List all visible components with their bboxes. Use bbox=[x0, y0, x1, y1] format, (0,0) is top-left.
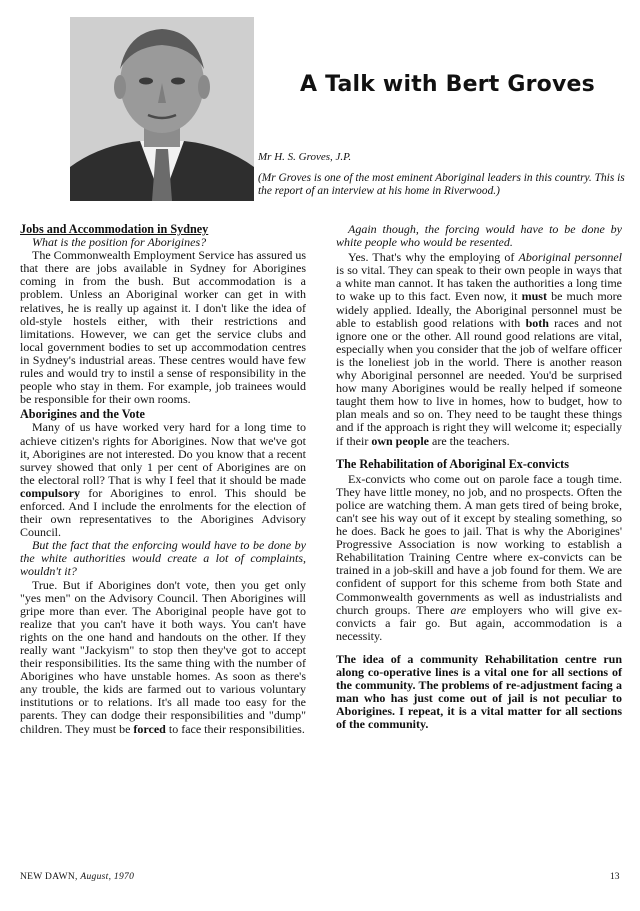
answer-paragraph bbox=[20, 421, 306, 539]
right-column bbox=[336, 223, 622, 731]
text-run: Many of us have worked very hard for a long time to achieve citizen's rights for Aborigines. Now that we've got it, Aborigines are not interested. Do you know that a recent survey showed that only 1 per cent of Aborigines are on the electoral roll? That is why I feel that it should be made bbox=[20, 420, 306, 487]
answer-paragraph bbox=[336, 251, 622, 447]
issue-date: August, 1970 bbox=[80, 872, 135, 882]
byline: Mr H. S. Groves, J.P. bbox=[258, 151, 352, 163]
emphasis: Aboriginal personnel bbox=[518, 250, 623, 265]
portrait-photo bbox=[70, 17, 254, 201]
emphasis: compulsory bbox=[20, 485, 80, 500]
text-run: races and not ignore one or the other. All round good relations are vital, especially when you consider that the job of welfare officer is the loneliest job in the world. There is another reason why Aboriginal personnel are needed. You'd be surprised how many Aborigines would be really helped if someone taught them how to live in homes, how to budget, how to plan meals and so on. They need to be taught these things and if the approach is right they will welcome it; especially if their bbox=[336, 315, 623, 448]
text-run: to face their responsibilities. bbox=[165, 721, 305, 736]
interview-question: But the fact that the enforcing would have to be done by the white authorities would create a lot of complaints, wouldn't it? bbox=[20, 538, 306, 579]
portrait-illustration bbox=[70, 17, 254, 201]
text-run: for Aborigines to enrol. This should be enforced. And I include the enrolments for the election of their own representatives to the Aborigines Advisory Council. bbox=[20, 485, 306, 540]
emphasis: both bbox=[525, 315, 549, 330]
answer-paragraph bbox=[20, 579, 306, 736]
emphasis: forced bbox=[133, 721, 166, 736]
text-run: Ex-convicts who come out on parole face a tough time. They have little money, no job, and no prospects. Often the police are watching them. A man gets tired of being broke, can't see his way out of it except by stealing something, so he does. Back he goes to jail. That is why the Aborigines' Progressive Association is now working to establish a Rehabilitation Training Centre where ex-convicts can be trained in a job-skill and have a job found for them. We are confident of support for this scheme from both State and Commonwealth governments as well as industrialists and church groups. There bbox=[336, 471, 622, 617]
text-run: Yes. That's why the employing of bbox=[348, 250, 519, 265]
answer-paragraph bbox=[20, 249, 306, 406]
publication-name: NEW DAWN, bbox=[20, 872, 78, 882]
interview-question: Again though, the forcing would have to be done by white people who would be resented. bbox=[336, 222, 622, 250]
text-run: are the teachers. bbox=[429, 433, 510, 448]
callout-paragraph: The idea of a community Rehabilitation centre run along co-operative lines is a vital one for all sections of the community. The problems of re-adjustment facing a man who has just come out of jail is not peculiar to Aborigines. I repeat, it is a vital matter for all sections of the community. bbox=[336, 651, 622, 732]
emphasis: own people bbox=[371, 433, 430, 448]
footer-publication bbox=[20, 872, 134, 882]
text-run: The Commonwealth Employment Service has assured us that there are jobs available in Sydney for Aborigines coming in from the bush. But accommodation is a problem. Unless an Aboriginal worker can get in with relatives, he is really up against it. I don't like the idea of old-style hostels either, with their restrictions and limitations. However, we can get the service clubs and local government bodies to set up accommodation centres in Sydney's industrial areas. These centres would have few rules and would try to instil a sense of responsibility in the people who stay in them. For example, job trainees would be responsible for their own rooms. bbox=[20, 248, 306, 407]
intro-text: (Mr Groves is one of the most eminent Aboriginal leaders in this country. This is the report of an interview at his home in Riverwood.) bbox=[258, 172, 625, 197]
text-run: employers who will give ex-convicts a fair go. But again, accommodation is a necessity. bbox=[336, 602, 622, 643]
section-heading-rehabilitation: The Rehabilitation of Aboriginal Ex-convicts bbox=[336, 456, 569, 471]
emphasis: are bbox=[450, 602, 467, 617]
text-run: is so vital. They can speak to their own people in ways that a white man cannot. It has taken the authorities a long time to wake up to this fact. Even now, it bbox=[336, 263, 622, 304]
left-column bbox=[20, 223, 306, 736]
section-heading-vote: Aborigines and the Vote bbox=[20, 407, 145, 422]
text-run: True. But if Aborigines don't vote, then you get only "yes men" on the Advisory Council. Then Aborigines will gripe more than ever. The Aboriginal people have got to realize that you can't have it both ways. You can't have rights on the one hand and handouts on the other. If they really want "Jackyism" to stop then they've got to accept their responsibilities. Its the same thing with the number of Aborigines who have unstable homes. As soon as there's any trouble, the kids are farmed out to various voluntary institutions or to relations. It's all made too easy for the parents. They can dodge their responsibilities and "dump" children. They must be bbox=[20, 577, 306, 736]
answer-paragraph bbox=[336, 473, 622, 643]
interview-question: What is the position for Aborigines? bbox=[32, 235, 207, 250]
text-run: be much more widely applied. Ideally, the Aboriginal personnel must be able to establish good relations with bbox=[336, 289, 622, 330]
page-number: 13 bbox=[610, 872, 620, 882]
section-heading-jobs: Jobs and Accommodation in Sydney bbox=[20, 222, 209, 236]
article-title: A Talk with Bert Groves bbox=[300, 72, 595, 97]
emphasis: must bbox=[521, 289, 547, 304]
